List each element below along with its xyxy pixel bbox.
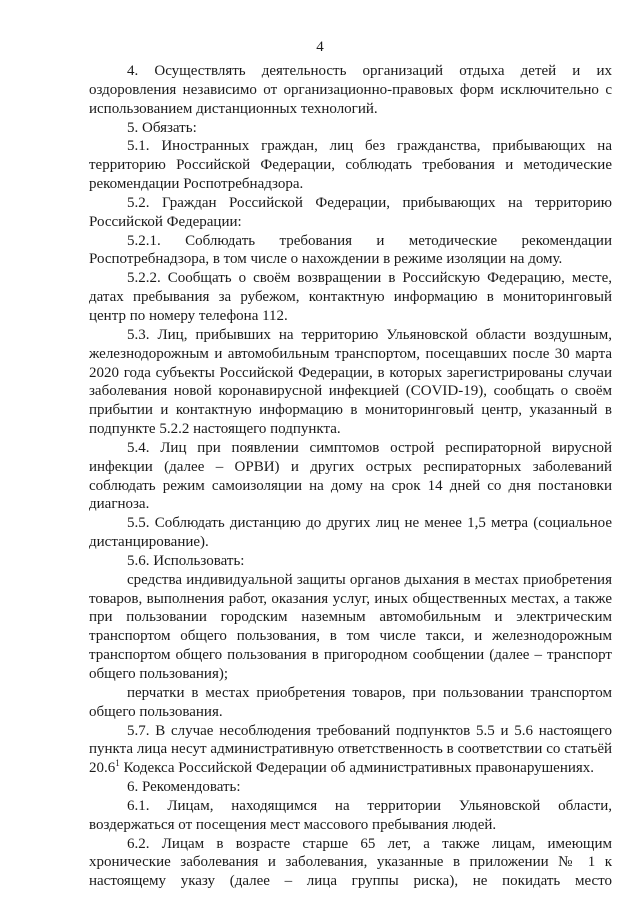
paragraph-5-4: 5.4. Лиц при появлении симптомов острой респираторной вирусной инфекции (далее – ОРВИ) и других острых респираторных заболеваний соблюдать режим самоизоляции на дому на срок 14 дней со дня постановки диагноза. (89, 439, 612, 513)
paragraph-5-6-gloves: перчатки в местах приобретения товаров, при пользовании транспортом общего пользования. (89, 684, 612, 720)
paragraph-5-5: 5.5. Соблюдать дистанцию до других лиц не менее 1,5 метра (социальное дистанцирование). (89, 515, 612, 551)
document-body (89, 62, 612, 891)
paragraph-5-6: 5.6. Использовать: (127, 552, 245, 569)
paragraph-5-7-text-before: 5.7. В случае несоблюдения требований подпунктов 5.5 и 5.6 настоящего пункта лица несут административную ответственность в соответствии со статьёй 20.6 (89, 722, 612, 777)
paragraph-6-1: 6.1. Лицам, находящимся на территории Ульяновской области, воздержаться от посещения мест массового пребывания людей. (89, 797, 612, 833)
paragraph-5: 5. Обязать: (127, 119, 197, 136)
paragraph-5-2-2: 5.2.2. Сообщать о своём возвращении в Российскую Федерацию, месте, датах пребывания за рубежом, контактную информацию в мониторинговый центр по номеру телефона 112. (89, 270, 612, 324)
page-number: 4 (316, 39, 324, 55)
paragraph-5-1: 5.1. Иностранных граждан, лиц без гражданства, прибывающих на территорию Российской Федерации, соблюдать требования и методические рекомендации Роспотребнадзора. (89, 138, 612, 193)
paragraph-5-3: 5.3. Лиц, прибывших на территорию Ульяновской области воздушным, железнодорожным и автомобильным транспортом, посещавших после 30 марта 2020 года субъекты Российской Федерации, в которых зарегистрированы случаи заболевания новой коронавирусной инфекцией (COVID-19), сообщать о своём прибытии и контактную информацию в мониторинговый центр, указанный в подпункте 5.2.2 настоящего подпункта. (89, 326, 612, 438)
article-superscript: 1 (115, 758, 120, 769)
paragraph-5-2: 5.2. Граждан Российской Федерации, прибывающих на территорию Российской Федерации: (89, 194, 612, 230)
paragraph-4: 4. Осуществлять деятельность организаций отдыха детей и их оздоровления независимо от организационно-правовых форм исключительно с использованием дистанционных технологий. (89, 63, 612, 117)
paragraph-5-7-text-after: Кодекса Российской Федерации об административных правонарушениях. (119, 760, 595, 777)
paragraph-6-2: 6.2. Лицам в возрасте старше 65 лет, а также лицам, имеющим хронические заболевания и заболевания, указанные в приложении № 1 к настоящему указу (далее – лица группы риска), не покидать место (89, 835, 612, 890)
paragraph-5-6-masks: средства индивидуальной защиты органов дыхания в местах приобретения товаров, выполнения работ, оказания услуг, иных общественных местах, а также при пользовании городским наземным автомобильным и электрическим транспортом общего пользования, в том числе такси, и железнодорожным транспортом общего пользования в пригородном сообщении (далее – транспорт общего пользования); (89, 571, 612, 682)
paragraph-5-7 (89, 722, 612, 779)
paragraph-5-2-1: 5.2.1. Соблюдать требования и методические рекомендации Роспотребнадзора, в том числе о нахождении в режиме изоляции на дому. (89, 232, 612, 268)
paragraph-6: 6. Рекомендовать: (127, 779, 241, 796)
